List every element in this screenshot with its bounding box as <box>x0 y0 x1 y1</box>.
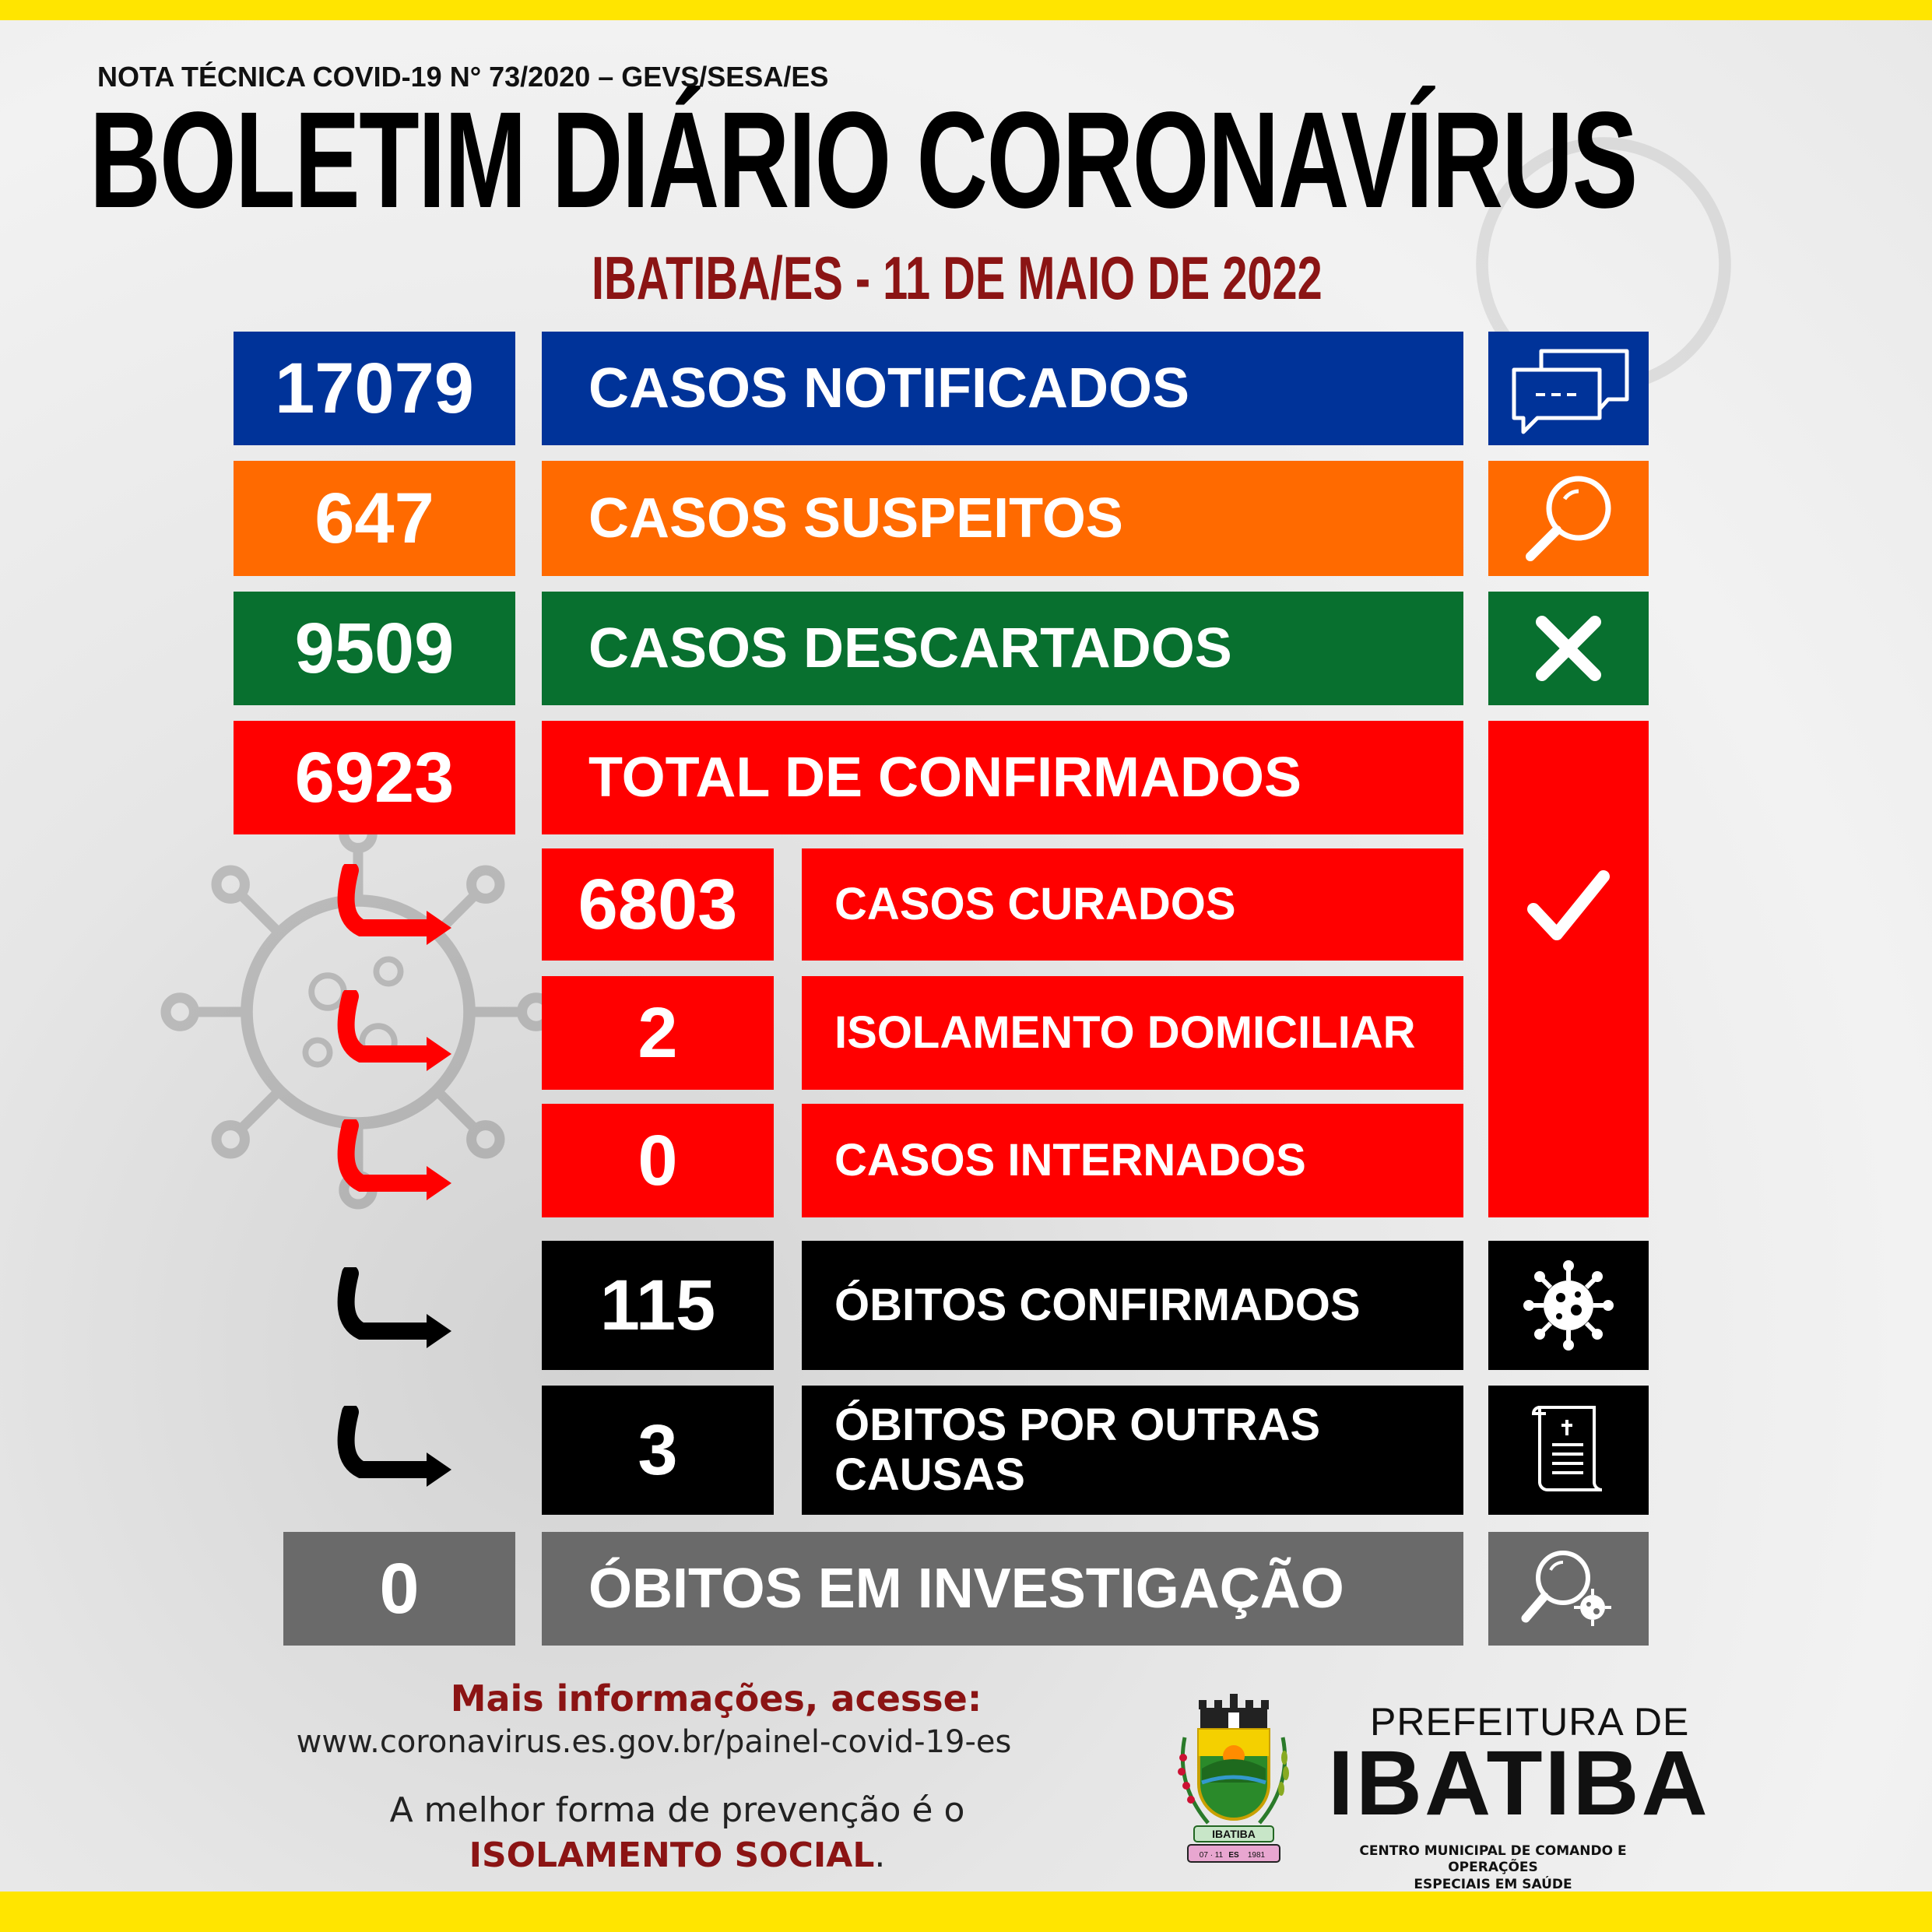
prevention-text: A melhor forma de prevenção é o <box>389 1790 965 1830</box>
bottom-stripe <box>0 1892 1932 1932</box>
obitos-value: 115 <box>542 1241 774 1370</box>
crest-date1: 07 · 11 <box>1199 1851 1224 1860</box>
ibatiba-crest-logo <box>1168 1691 1300 1871</box>
confirmados-value: 6923 <box>234 721 515 834</box>
nota-tecnica: NOTA TÉCNICA COVID-19 N° 73/2020 – GEVS/SESA/ES <box>97 61 829 93</box>
notificados-value: 17079 <box>234 332 515 445</box>
notificados-label: CASOS NOTIFICADOS <box>542 332 1463 445</box>
internados-value: 0 <box>542 1104 774 1217</box>
arrow-outras-icon <box>335 1406 475 1499</box>
prefeitura-line3: CENTRO MUNICIPAL DE COMANDO E OPERAÇÕES <box>1359 1843 1627 1876</box>
prefeitura-line4: ESPECIAIS EM SAÚDE <box>1414 1876 1572 1892</box>
prefeitura-line1: PREFEITURA DE <box>1370 1700 1690 1744</box>
prefeitura-subtitle <box>1330 1843 1656 1893</box>
investigacao-icon-box <box>1488 1532 1649 1646</box>
investigacao-value: 0 <box>283 1532 515 1646</box>
page-title: BOLETIM DIÁRIO CORONAVÍRUS <box>90 84 1637 237</box>
info-url[interactable]: www.coronavirus.es.gov.br/painel-covid-19-es <box>296 1724 1012 1760</box>
outras-icon-box <box>1488 1386 1649 1515</box>
curados-label: CASOS CURADOS <box>802 848 1463 961</box>
suspeitos-icon-box <box>1488 461 1649 576</box>
confirmados-label: TOTAL DE CONFIRMADOS <box>542 721 1463 834</box>
chat-bubbles-icon <box>1498 342 1639 435</box>
isolamento-value: 2 <box>542 976 774 1090</box>
outras-value: 3 <box>542 1386 774 1515</box>
prefeitura-name: IBATIBA <box>1328 1732 1710 1835</box>
magnifier-icon <box>1518 468 1619 569</box>
arrow-curados-icon <box>335 864 475 957</box>
isolation-text <box>327 1835 1027 1875</box>
arrow-internados-icon <box>335 1119 475 1213</box>
virus-icon <box>1522 1259 1615 1352</box>
descartados-label: CASOS DESCARTADOS <box>542 592 1463 705</box>
internados-label: CASOS INTERNADOS <box>802 1104 1463 1217</box>
confirmados-icon-box <box>1488 721 1649 1217</box>
crest-date3: 1981 <box>1247 1851 1266 1860</box>
top-stripe <box>0 0 1932 20</box>
descartados-value: 9509 <box>234 592 515 705</box>
suspeitos-label: CASOS SUSPEITOS <box>542 461 1463 576</box>
isolamento-label: ISOLAMENTO DOMICILIAR <box>802 976 1463 1090</box>
certificate-icon <box>1526 1400 1611 1501</box>
investigacao-label: ÓBITOS EM INVESTIGAÇÃO <box>542 1532 1463 1646</box>
isolation-highlight: ISOLAMENTO SOCIAL <box>469 1835 875 1875</box>
arrow-isolamento-icon <box>335 990 475 1084</box>
x-mark-icon <box>1531 611 1606 686</box>
curados-value: 6803 <box>542 848 774 961</box>
outras-label-text: ÓBITOS POR OUTRAS CAUSAS <box>834 1400 1321 1500</box>
more-info-label: Mais informações, acesse: <box>450 1677 982 1719</box>
virus-search-icon <box>1518 1542 1619 1635</box>
arrow-obitos-icon <box>335 1267 475 1361</box>
crest-name: IBATIBA <box>1212 1828 1256 1840</box>
descartados-icon-box <box>1488 592 1649 705</box>
outras-label <box>802 1386 1463 1515</box>
crest-date2: ES <box>1228 1851 1239 1860</box>
isolation-period: . <box>874 1835 886 1875</box>
notificados-icon-box <box>1488 332 1649 445</box>
obitos-label: ÓBITOS CONFIRMADOS <box>802 1241 1463 1370</box>
suspeitos-value: 647 <box>234 461 515 576</box>
check-icon <box>1526 864 1611 950</box>
obitos-icon-box <box>1488 1241 1649 1370</box>
page-subtitle: IBATIBA/ES - 11 DE MAIO DE 2022 <box>592 244 1323 312</box>
